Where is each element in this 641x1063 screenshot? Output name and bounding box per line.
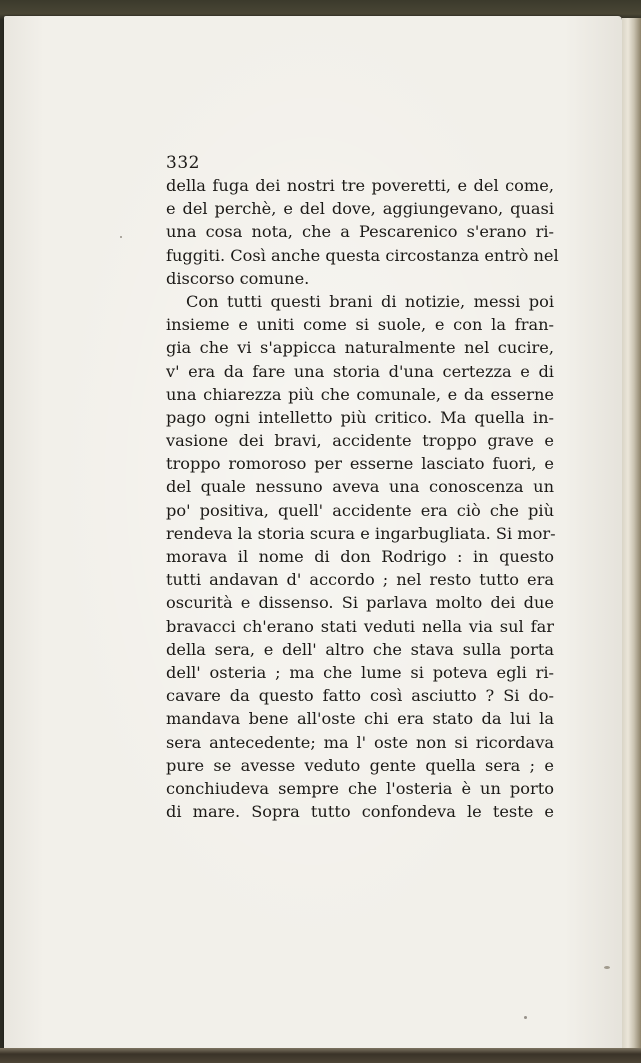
text-lines — [166, 174, 559, 823]
text-line: troppo romoroso per esserne lasciato fuori, e — [166, 454, 554, 474]
text-line: cavare da questo fatto così asciutto ? Si do- — [166, 686, 554, 706]
book-bottom-edge — [0, 1048, 641, 1063]
text-line: della sera, e dell' altro che stava sulla porta — [166, 639, 554, 659]
text-line: Con tutti questi brani di notizie, messi poi — [186, 291, 554, 311]
text-line: v' era da fare una storia d'una certezza e di — [166, 361, 554, 381]
text-line: po' positiva, quell' accidente era ciò che più — [166, 500, 554, 520]
text-line: della fuga dei nostri tre poveretti, e del come, — [166, 176, 554, 195]
paper-speck — [120, 236, 122, 238]
text-line: del quale nessuno aveva una conoscenza un — [166, 477, 554, 497]
page-number: 332 — [166, 153, 200, 173]
text-line: insieme e uniti come si suole, e con la fran- — [166, 315, 554, 335]
text-line: morava il nome di don Rodrigo : in questo — [166, 547, 554, 566]
text-line: tutti andavan d' accordo ; nel resto tutto era — [166, 570, 554, 590]
text-line: gia che vi s'appicca naturalmente nel cucire, — [166, 338, 554, 358]
text-line: bravacci ch'erano stati veduti nella via sul far — [166, 616, 554, 636]
text-line: e del perchè, e del dove, aggiungevano, quasi — [166, 199, 554, 219]
text-line: vasione dei bravi, accidente troppo grave e — [166, 431, 554, 451]
paper-speck — [524, 1016, 527, 1019]
text-line: oscurità e dissenso. Si parlava molto dei due — [166, 593, 554, 613]
text-line: una cosa nota, che a Pescarenico s'erano ri- — [166, 222, 554, 242]
paper-speck — [604, 966, 610, 969]
text-line: fuggiti. Così anche questa circostanza entrò nel — [166, 245, 559, 265]
adjacent-page-edge — [622, 18, 641, 1048]
text-line: dell' osteria ; ma che lume si poteva egli ri- — [166, 662, 554, 682]
text-line: una chiarezza più che comunale, e da esserne — [166, 384, 554, 404]
text-line: pure se avesse veduto gente quella sera ; e — [166, 755, 554, 775]
text-line: conchiudeva sempre che l'osteria è un porto — [166, 778, 554, 798]
text-line: sera antecedente; ma l' oste non si ricordava — [166, 732, 554, 752]
text-line: rendeva la storia scura e ingarbugliata. Si mor- — [166, 523, 556, 543]
text-block — [166, 152, 559, 823]
text-line: mandava bene all'oste chi era stato da lui la — [166, 709, 554, 729]
text-line: discorso comune. — [166, 268, 310, 288]
text-line: pago ogni intelletto più critico. Ma quella in- — [166, 407, 554, 427]
text-line: di mare. Sopra tutto confondeva le teste e — [166, 802, 554, 822]
